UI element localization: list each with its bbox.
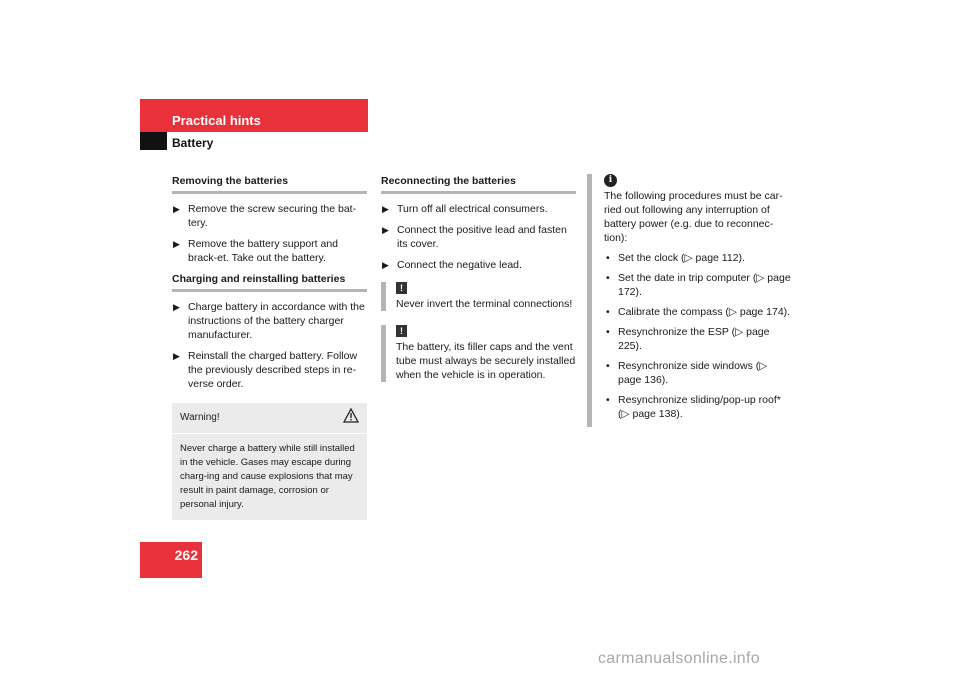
step-item: ▶ Turn off all electrical consumers. — [382, 203, 548, 215]
header-black-tab — [140, 132, 167, 150]
watermark-text: carmanualsonline.info — [598, 650, 760, 667]
list-item: • Resynchronize the ESP (▷ page 225). — [606, 326, 770, 352]
warning-header — [172, 403, 367, 434]
list-item: • Set the clock (▷ page 112). — [606, 252, 745, 264]
step-item: ▶ Reinstall the charged battery. Follow the previously described steps in re-verse order. — [173, 350, 358, 390]
arrow-right-icon: ▶ — [173, 302, 180, 312]
list-item: • Resynchronize sliding/pop-up roof*(▷ page 138). — [606, 394, 781, 420]
info-intro: The following procedures must be car-ried out following any interruption of battery power (e.g. due to reconnec-tion): — [604, 190, 783, 244]
arrow-right-icon: ▶ — [173, 239, 180, 249]
warning-box — [172, 403, 367, 520]
heading-removing: Removing the batteries — [172, 174, 367, 194]
heading-reconnecting: Reconnecting the batteries — [381, 174, 576, 194]
list-item: • Resynchronize side windows (▷ page 136). — [606, 360, 768, 386]
arrow-right-icon: ▶ — [173, 351, 180, 361]
info-icon: i — [604, 174, 617, 187]
exclamation-icon: ! — [396, 282, 407, 294]
arrow-right-icon: ▶ — [173, 204, 180, 214]
step-item: ▶ Charge battery in accordance with the instructions of the battery charger manufacturer. — [173, 301, 365, 341]
info-box — [587, 174, 792, 427]
list-item: • Calibrate the compass (▷ page 174). — [606, 306, 791, 318]
warning-triangle-icon — [343, 408, 359, 428]
step-item: ▶ Connect the negative lead. — [382, 259, 522, 271]
heading-charging: Charging and reinstalling batteries — [172, 272, 367, 292]
step-item: ▶ Remove the battery support and brack-et. Take out the battery. — [173, 238, 339, 264]
note-text: Never invert the terminal connections! — [396, 298, 573, 310]
column-reconnecting — [381, 174, 576, 382]
note-text: The battery, its filler caps and the vent tube must always be securely installed when the vehicle is in operation. — [396, 341, 576, 381]
note-box — [381, 325, 576, 382]
chapter-title: Practical hints — [172, 113, 261, 128]
step-item: ▶ Remove the screw securing the bat-tery. — [173, 203, 357, 229]
arrow-right-icon: ▶ — [382, 204, 389, 214]
column-removing — [172, 174, 367, 520]
warning-title: Warning! — [180, 412, 220, 423]
arrow-right-icon: ▶ — [382, 225, 389, 235]
column-info — [587, 174, 792, 427]
page-number: 262 — [174, 547, 198, 563]
exclamation-icon: ! — [396, 325, 407, 337]
step-item: ▶ Connect the positive lead and fasten its cover. — [382, 224, 567, 250]
section-title: Battery — [172, 136, 214, 150]
arrow-right-icon: ▶ — [382, 260, 389, 270]
note-box — [381, 282, 576, 311]
warning-text: Never charge a battery while still installed in the vehicle. Gases may escape during charg-ing and cause explosions that may result in paint damage, corrosion or personal injury. — [180, 443, 355, 510]
list-item: • Set the date in trip computer (▷ page 172). — [606, 272, 791, 298]
